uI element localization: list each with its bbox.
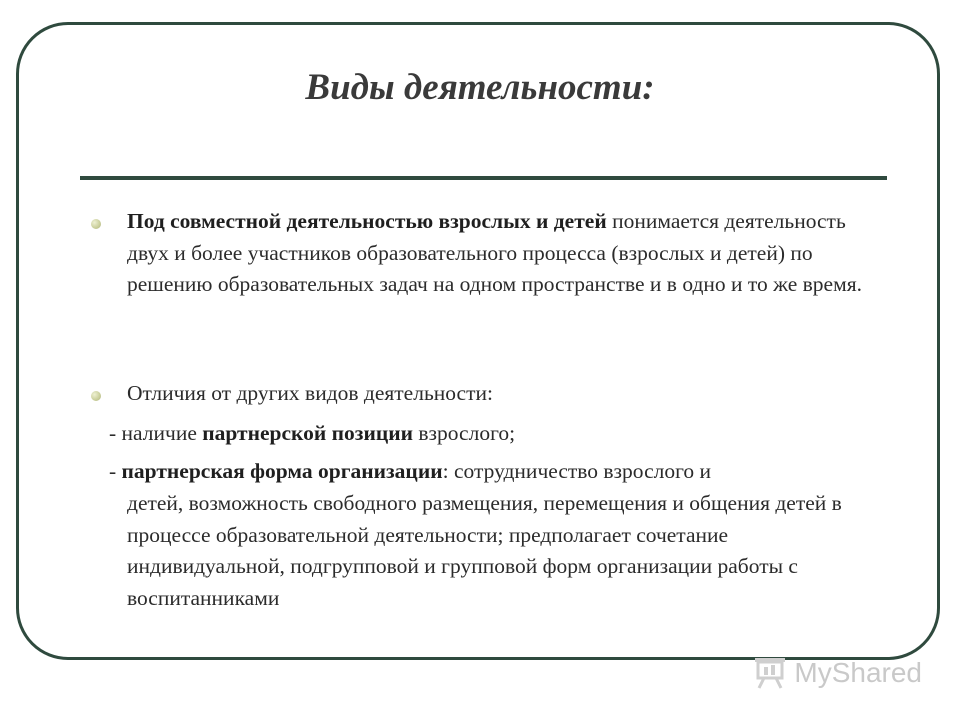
definition-term: Под совместной деятельностью взрослых и детей bbox=[127, 209, 607, 233]
item-suffix: взрослого; bbox=[413, 421, 516, 445]
item-bold: партнерской позиции bbox=[202, 421, 413, 445]
bullet-definition bbox=[127, 206, 887, 301]
item-text: : сотрудничество взрослого и bbox=[442, 459, 712, 483]
difference-item-partner-position bbox=[109, 418, 515, 450]
bullet-dot-icon bbox=[91, 391, 101, 401]
bullet-dot-icon bbox=[91, 219, 101, 229]
bullet-differences: Отличия от других видов деятельности: bbox=[127, 381, 493, 405]
watermark bbox=[752, 656, 922, 690]
difference-item-partner-form-continuation: детей, возможность свободного размещения, перемещения и общения детей в процессе образовательной деятельности; предполагает сочетание индивидуальной, подгрупповой и групповой форм организации работы с воспитанниками bbox=[127, 491, 842, 610]
definition-text: понимается деятельность двух и более участников образовательного процесса (взрослых и детей) по решению образовательных задач на одном пространстве и в одно и то же время. bbox=[127, 209, 862, 296]
difference-item-partner-form bbox=[109, 456, 711, 488]
title-underline bbox=[80, 176, 887, 180]
item-prefix: - наличие bbox=[109, 421, 203, 445]
item-prefix: - bbox=[109, 459, 122, 483]
presentation-board-icon bbox=[752, 656, 788, 690]
watermark-text: MyShared bbox=[794, 657, 922, 688]
item-bold: партнерская форма организации bbox=[121, 459, 443, 483]
slide-title: Виды деятельности: bbox=[305, 67, 655, 108]
